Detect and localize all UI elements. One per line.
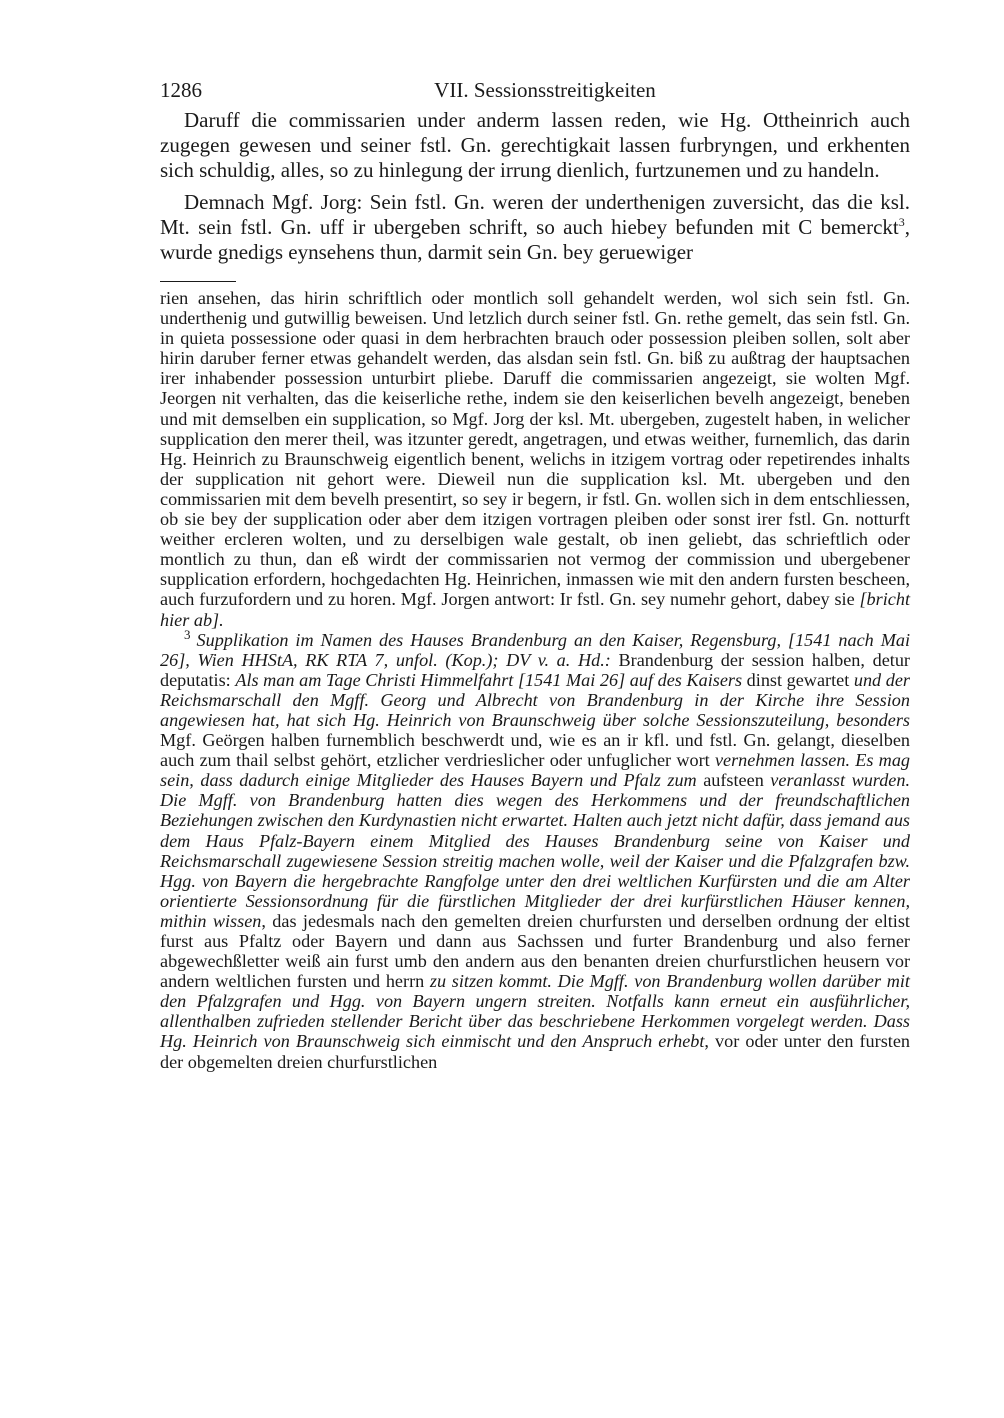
paragraph-2 bbox=[160, 190, 910, 265]
footnote-3-roman-2: dinst gewartet bbox=[742, 669, 854, 690]
footnote-3-number: 3 bbox=[184, 626, 191, 642]
paragraph-2-text-a: Demnach Mgf. Jorg: Sein fstl. Gn. weren der underthenigen zuversicht, das die ksl. Mt. sein fstl. Gn. uff ir ubergeben schrift, so auch hiebey befunden mit C bemerckt bbox=[160, 190, 910, 239]
section-title: VII. Sessionsstreitigkeiten bbox=[434, 78, 656, 102]
footnote-reference-3: 3 bbox=[898, 215, 905, 229]
footnote-3-italic-4: vernehmen lassen. Es mag sein, dass dadurch einige Mitglieder des Hauses Bayern und Pfalz zum bbox=[160, 750, 911, 791]
footnote-3-italic-6: zu sitzen kommt. Die Mgff. von Brandenburg wollen darüber mit den Pfalzgrafen und Hgg. von Bayern ungern streiten. Notfalls kann erneut ein ausführlicher, allenthalben zufrieden stellender Bericht über das beschriebene Herkommen vorgelegt werden. Dass Hg. Heinrich von Braunschweig sich einmischt und den Anspruch erhebt bbox=[160, 971, 910, 1052]
main-text bbox=[160, 108, 910, 265]
page-number: 1286 bbox=[160, 78, 202, 102]
paragraph-1: Daruff die commissarien under anderm lassen reden, wie Hg. Ottheinrich auch zugegen gewesen und seiner fstl. Gn. gerechtigkait lassen furbryngen, und erkhenten sich schuldig, alles, so zu hinlegung der irrung dienlich, furtzunemen und zu handeln. bbox=[160, 108, 910, 182]
footnote-3-roman-4: aufsteen bbox=[696, 770, 771, 791]
footnote-continuation-text: rien ansehen, das hirin schriftlich oder montlich soll gehandelt werden, wol sich sein fstl. Gn. underthenig und gutwillig beweisen. Und letzlich durch seiner fstl. Gn. rethe gemelt, das sein fstl. Gn. in quieta possessione oder quasi in dem herbrachten brauch oder possession pleiben sollen, solt aber hirin daruber ferner etwas gehandelt werden, das alsdan sein fstl. Gn. biß zu außtrag der hauptsachen irer inhabender possession unturbirt pliebe. Daruff die commissarien angezeigt, sie wolten Mgf. Jeorgen nit verhalten, das die keiserliche rethe, indem sie den keiserlichen bevelh angezeigt, beneben und mit demselben ein supplication, so Mgf. Jorg der ksl. Mt. ubergeben, zugestelt haben, in welicher supplication den merer theil, was itzunter geredt, angetragen, und etwas weither, furnemlich, das darin Hg. Heinrich zu Braunschweig eigentlich benent, welichs in itzigem vortrag oder repetirendes inhalts der supplication nit gehort were. Dieweil nun die supplication ksl. Mt. ubergeben und den commissarien mit dem bevelh presentirt, so sey ir begern, ir fstl. Gn. wollen sich in dem entschliessen, ob sie bey der supplication oder aber dem itzigen vortragen pleiben oder sonst irer fstl. Gn. notturft weither ercleren wolten, und zu derselbigen wale gestalt, ob inen geliebt, das schrieftlich oder montlich zu thun, dan eß wirdt der commissarien not vermog der commission und ubergebener supplication erfordern, hochgedachten Hg. Heinrichen, inmassen wie mit den andern fursten bescheen, auch furzufordern und zu horen. Mgf. Jorgen antwort: Ir fstl. Gn. sey numehr gehort, dabey sie bbox=[160, 288, 910, 610]
running-head bbox=[160, 78, 910, 108]
page bbox=[160, 78, 910, 1072]
footnote-3-roman-6: , vor oder unter den fursten der obgemelten dreien churfurstlichen bbox=[160, 1031, 910, 1072]
footnotes bbox=[160, 288, 910, 1072]
footnote-3-italic-5: veranlasst wurden. Die Mgff. von Brandenburg hatten dies wegen des Herkommens und der freundschaftlichen Beziehungen zwischen den Kurdynastien nicht erwartet. Halten auch jetzt nicht dafür, dass jemand aus dem Haus Pfalz-Bayern einem Mitglied des Hauses Brandenburg seine von Kaiser und Reichsmarschall zugewiesene Session streitig machen wolle, weil der Kaiser und die Pfalzgrafen bzw. Hgg. von Bayern die hergebrachte Rangfolge unter den drei weltlichen Kurfürsten und die am Alter orientierte Sessionsordnung für die fürstlichen Mitglieder der drei kurfürstlichen Häuser kennen, mithin wissen bbox=[160, 770, 911, 931]
paragraph-2-text-b: , wurde gnedigs eynsehens thun, darmit sein Gn. bey geruewiger bbox=[160, 215, 910, 264]
footnote-continuation-editorial: [bricht hier ab]. bbox=[160, 589, 911, 630]
footnote-3 bbox=[160, 626, 911, 1072]
footnote-3-italic-1: Supplikation im Namen des Hauses Brandenburg an den Kaiser, Regensburg, [1541 nach Mai 26], Wien HHStA, RK RTA 7, unfol. (Kop.); DV v. a. Hd.: bbox=[160, 629, 910, 670]
footnote-continuation bbox=[160, 288, 910, 630]
footnote-3-roman-3: Mgf. Geörgen halben furnemblich beschwerdt und, wie es an ir kfl. und fstl. Gn. gelangt, dieselben auch zum thail selbst gehört, etzlicher verdrieslicher oder unfuglicher wort bbox=[160, 730, 910, 771]
footnote-3-roman-5: , das jedesmals nach den gemelten dreien churfursten und derselben ordnung der eltist furst aus Pfaltz oder Bayern und dann aus Sachssen und furter Brandenburg und also ferner abgewechßletter weiß ain furst umb den andern aus den benanten dreien churfurstlichen heusern vor andern weltlichen fursten und herrn bbox=[160, 910, 910, 992]
footnote-3-roman-1: Brandenburg der session halben, detur deputatis: bbox=[160, 649, 910, 690]
footnote-divider bbox=[160, 281, 236, 282]
footnote-3-italic-3: und der Reichsmarschall den Mgff. Georg und Albrecht von Brandenburg in der Kirche ihre Session angewiesen hat, hat sich Hg. Heinrich von Braunschweig über solche Sessionszuteilung, besonders bbox=[160, 669, 910, 730]
footnote-3-italic-2: Als man am Tage Christi Himmelfahrt [1541 Mai 26] auf des Kaisers bbox=[235, 669, 743, 690]
